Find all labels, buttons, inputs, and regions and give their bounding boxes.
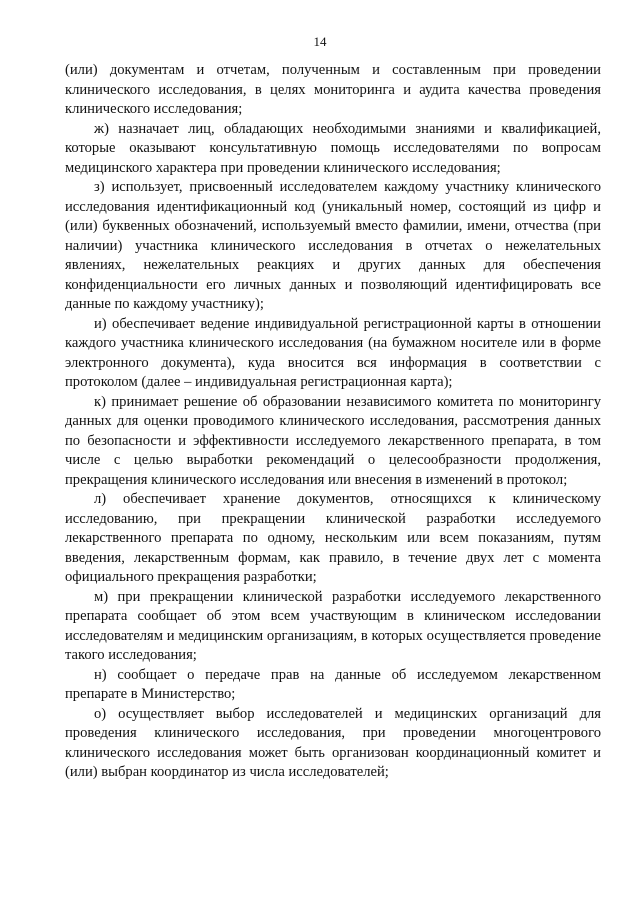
document-body [65, 61, 601, 783]
paragraph-item-o: о) осуществляет выбор исследователей и медицинских организаций для проведения клинического исследования, при проведении многоцентрового клинического исследования может быть организован координационный комитет и (или) выбран координатор из числа исследователей; [65, 705, 601, 780]
paragraph-item-i: и) обеспечивает ведение индивидуальной регистрационной карты в отношении каждого участника клинического исследования (на бумажном носителе или в форме электронного документа), куда вносится вся информация в соответствии с протоколом (далее – индивидуальная регистрационная карта); [65, 315, 601, 390]
paragraph-item-zh: ж) назначает лиц, обладающих необходимыми знаниями и квалификацией, которые оказывают консультативную помощь исследователями по вопросам медицинского характера при проведении клинического исследования; [65, 120, 601, 176]
paragraph-item-n: н) сообщает о передаче прав на данные об исследуемом лекарственном препарате в Министерство; [65, 666, 601, 702]
page-number: 14 [313, 34, 327, 49]
paragraph-continuation: (или) документам и отчетам, полученным и составленным при проведении клинического исследования, в целях мониторинга и аудита качества проведения клинического исследования; [65, 62, 601, 117]
paragraph-item-l: л) обеспечивает хранение документов, относящихся к клиническому исследованию, при прекращении клинической разработки исследуемого лекарственного препарата по одному, нескольким или всем показаниям, путям введения, лекарственным формам, как правило, в течение двух лет с момента официального прекращения разработки; [65, 491, 601, 585]
paragraph-item-m: м) при прекращении клинической разработки исследуемого лекарственного препарата сообщает об этом всем участвующим в клиническом исследовании исследователям и медицинским организациям, в которых осуществляется проведение такого исследования; [65, 588, 601, 663]
paragraph-item-k: к) принимает решение об образовании независимого комитета по мониторингу данных для оценки проводимого клинического исследования, рассмотрения данных по безопасности и эффективности исследуемого лекарственного препарата, в том числе с целью выработки рекомендаций о целесообразности продолжения, прекращения клинического исследования или внесения в изменений в протокол; [65, 393, 601, 488]
paragraph-item-z: з) использует, присвоенный исследователем каждому участнику клинического исследования идентификационный код (уникальный номер, состоящий из цифр и (или) буквенных обозначений, используемый вместо фамилии, имени, отчества (при наличии) участника клинического исследования в отчетах о нежелательных явлениях, нежелательных реакциях и других данных для обеспечения конфиденциальности его личных данных и позволяющий идентифицировать все данные по каждому участнику); [65, 179, 601, 312]
